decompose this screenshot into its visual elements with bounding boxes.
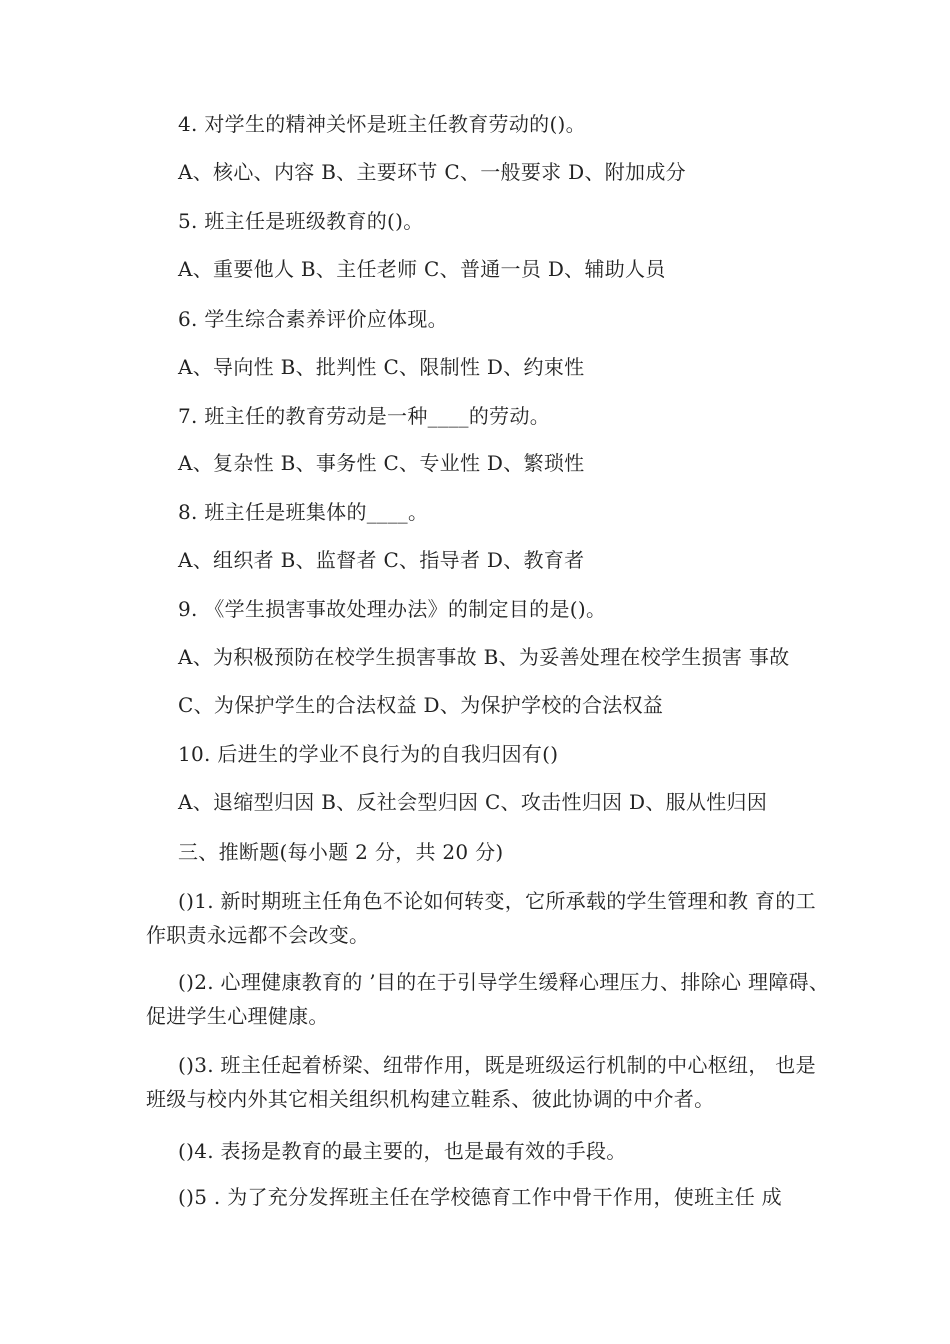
section-3-heading: 三、推断题(每小题 2 分，共 20 分) <box>178 840 504 864</box>
question-10-stem: 10. 后进生的学业不良行为的自我归因有() <box>178 742 559 766</box>
judgment-item-1: ()1. 新时期班主任角色不论如何转变，它所承载的学生管理和教 育的工作职责永远都不会改变。 <box>146 889 816 947</box>
question-7-options: A、复杂性 B、事务性 C、专业性 D、繁琐性 <box>178 451 585 475</box>
question-9-options-continued: C、为保护学生的合法权益 D、为保护学校的合法权益 <box>178 693 664 717</box>
question-9-options: A、为积极预防在校学生损害事故 B、为妥善处理在校学生损害 事故 <box>178 645 790 669</box>
question-8-stem: 8. 班主任是班集体的____。 <box>178 500 429 524</box>
judgment-item-3: ()3. 班主任起着桥梁、纽带作用，既是班级运行机制的中心枢纽， 也是班级与校内外其它相关组织机构建立鞋系、彼此协调的中介者。 <box>146 1053 816 1111</box>
judgment-item-2: ()2. 心理健康教育的 ’目的在于引导学生缓释心理压力、排除心 理障碍、促进学生心理健康。 <box>146 970 830 1028</box>
question-5-options: A、重要他人 B、主任老师 C、普通一员 D、辅助人员 <box>178 257 666 281</box>
question-7-stem: 7. 班主任的教育劳动是一种____的劳动。 <box>178 404 551 428</box>
question-9-stem: 9. 《学生损害事故处理办法》的制定目的是()。 <box>178 597 607 621</box>
question-4-options: A、核心、内容 B、主要环节 C、一般要求 D、附加成分 <box>178 160 686 184</box>
question-6-stem: 6. 学生综合素养评价应体现。 <box>178 307 448 331</box>
question-8-options: A、组织者 B、监督者 C、指导者 D、教育者 <box>178 548 585 572</box>
judgment-item-4: ()4. 表扬是教育的最主要的，也是最有效的手段。 <box>178 1139 627 1163</box>
question-10-options: A、退缩型归因 B、反社会型归因 C、攻击性归因 D、服从性归因 <box>178 790 768 814</box>
judgment-item-5: ()5 . 为了充分发挥班主任在学校德育工作中骨干作用，使班主任 成 <box>178 1185 782 1209</box>
question-5-stem: 5. 班主任是班级教育的()。 <box>178 209 424 233</box>
question-6-options: A、导向性 B、批判性 C、限制性 D、约束性 <box>178 355 585 379</box>
question-4-stem: 4. 对学生的精神关怀是班主任教育劳动的()。 <box>178 112 586 136</box>
